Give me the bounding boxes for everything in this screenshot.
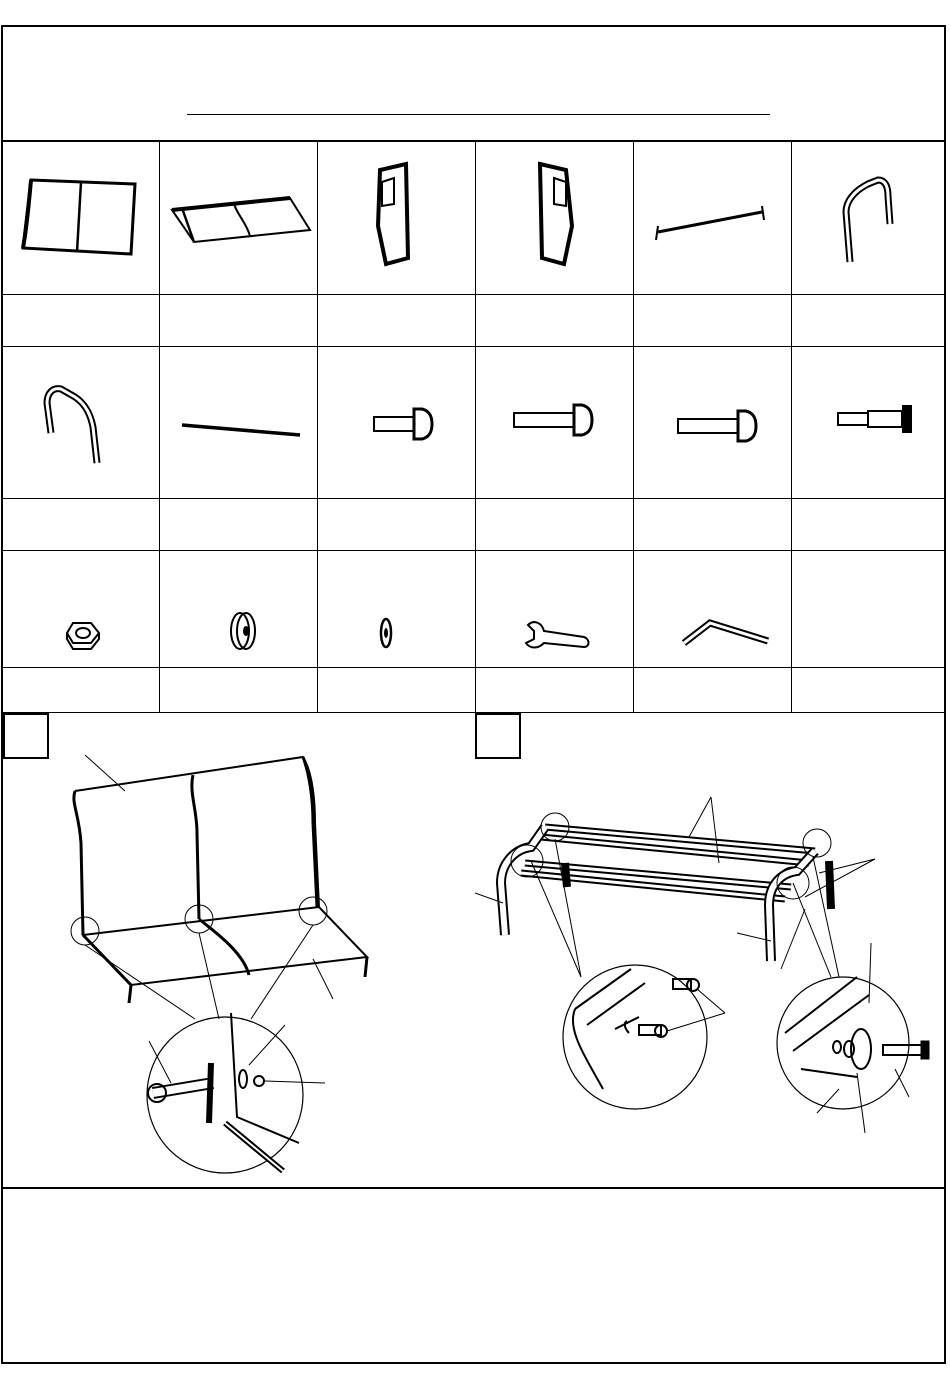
part-label-3 <box>318 295 476 347</box>
instruction-sheet <box>1 25 946 1364</box>
part-cell-2 <box>160 142 318 295</box>
part-cell-15 <box>318 551 476 668</box>
part-cell-11 <box>634 347 792 499</box>
part-cell-12 <box>792 347 944 499</box>
assembly-steps <box>3 713 944 1189</box>
part-cell-10 <box>476 347 634 499</box>
part-cell-8 <box>160 347 318 499</box>
part-label-10 <box>476 499 634 551</box>
part-label-13 <box>3 668 160 713</box>
part-cell-3 <box>318 142 476 295</box>
part-label-9 <box>318 499 476 551</box>
part-label-8 <box>160 499 318 551</box>
part-label-6 <box>792 295 944 347</box>
part-cell-7 <box>3 347 160 499</box>
part-label-5 <box>634 295 792 347</box>
part-label-12 <box>792 499 944 551</box>
sling-seat-icon <box>3 142 160 295</box>
step-2-diagram <box>475 713 944 1189</box>
part-cell-17 <box>634 551 792 668</box>
hex-nut-icon <box>3 551 160 668</box>
left-arm-frame-icon <box>318 142 476 295</box>
medium-bolt-icon <box>634 347 792 499</box>
part-label-7 <box>3 499 160 551</box>
part-label-14 <box>160 668 318 713</box>
washer-icon <box>318 551 476 668</box>
part-cell-4 <box>476 142 634 295</box>
part-label-4 <box>476 295 634 347</box>
part-cell-16 <box>476 551 634 668</box>
part-cell-6 <box>792 142 944 295</box>
shoulder-bolt-icon <box>792 347 944 499</box>
allen-key-icon <box>634 551 792 668</box>
part-label-17 <box>634 668 792 713</box>
long-bolt-icon <box>476 347 634 499</box>
part-label-18 <box>792 668 944 713</box>
part-label-1 <box>3 295 160 347</box>
part-cell-1 <box>3 142 160 295</box>
wrench-icon <box>476 551 634 668</box>
seat-frame-icon <box>160 142 318 295</box>
part-cell-5 <box>634 142 792 295</box>
spacer-icon <box>160 551 318 668</box>
step-1-diagram <box>3 713 473 1189</box>
part-cell-18 <box>792 551 944 668</box>
left-leg-icon <box>792 142 944 295</box>
part-cell-9 <box>318 347 476 499</box>
right-arm-frame-icon <box>476 142 634 295</box>
part-label-15 <box>318 668 476 713</box>
cross-bar-icon <box>634 142 792 295</box>
long-rod-icon <box>160 347 318 499</box>
part-label-16 <box>476 668 634 713</box>
part-label-2 <box>160 295 318 347</box>
part-label-11 <box>634 499 792 551</box>
right-leg-icon <box>3 347 160 499</box>
part-cell-13 <box>3 551 160 668</box>
sheet-footer <box>3 1189 944 1364</box>
part-cell-14 <box>160 551 318 668</box>
short-bolt-icon <box>318 347 476 499</box>
